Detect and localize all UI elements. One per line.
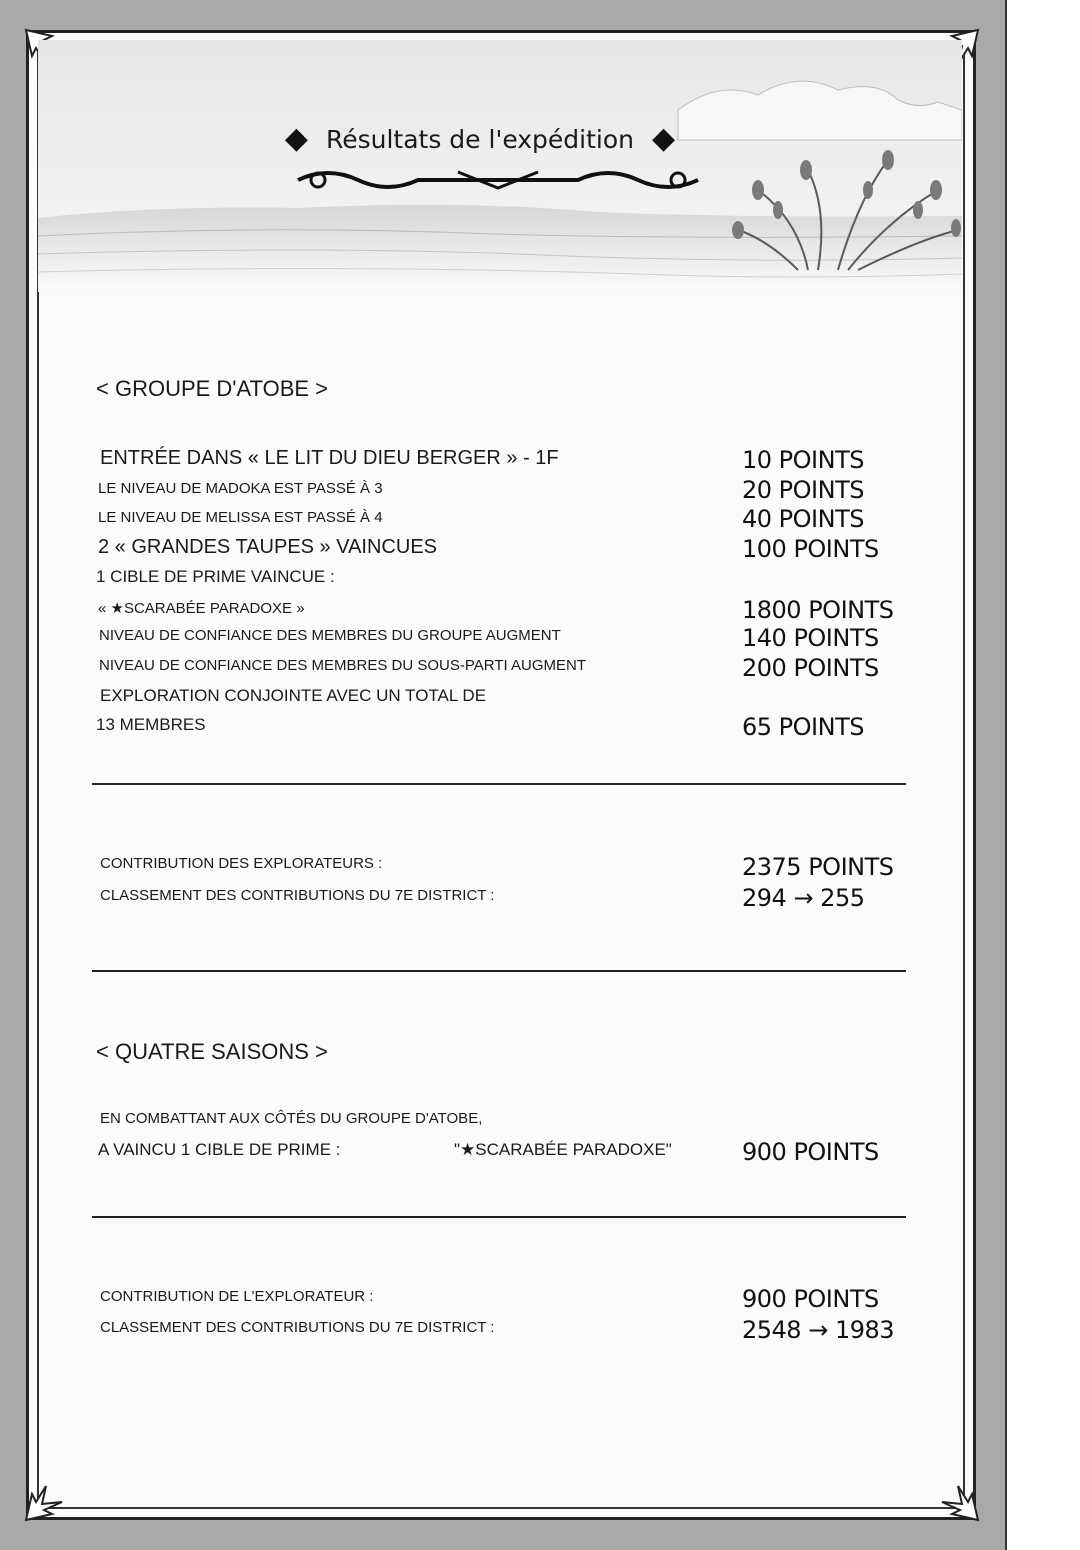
ranking-label: CLASSEMENT DES CONTRIBUTIONS DU 7E DISTRICT : xyxy=(100,1319,495,1336)
result-points: 900 POINTS xyxy=(742,1138,879,1166)
section-heading-atobe: < GROUPE D'ATOBE > xyxy=(96,376,329,401)
result-label: ENTRÉE DANS « LE LIT DU DIEU BERGER » - 1F xyxy=(100,447,559,469)
divider xyxy=(92,970,906,972)
diamond-icon: ◆ xyxy=(284,122,308,155)
result-points: 200 POINTS xyxy=(742,654,879,682)
corner-ornament-bottom-right xyxy=(926,1468,982,1524)
result-points: 100 POINTS xyxy=(742,535,879,563)
bounty-target: "★SCARABÉE PARADOXE" xyxy=(454,1140,672,1159)
result-label: 1 CIBLE DE PRIME VAINCUE : xyxy=(96,567,335,586)
ranking-value: 2548 → 1983 xyxy=(742,1316,895,1344)
page-title: Résultats de l'expédition xyxy=(325,124,635,154)
diamond-icon: ◆ xyxy=(652,122,676,155)
section-heading-seasons: < QUATRE SAISONS > xyxy=(96,1039,328,1064)
title-row xyxy=(260,116,700,162)
contribution-value: 900 POINTS xyxy=(742,1285,879,1313)
divider xyxy=(92,1216,906,1218)
result-label: LE NIVEAU DE MELISSA EST PASSÉ À 4 xyxy=(98,509,383,526)
result-label: EXPLORATION CONJOINTE AVEC UN TOTAL DE xyxy=(100,686,487,705)
result-points: 20 POINTS xyxy=(742,476,864,504)
result-label: NIVEAU DE CONFIANCE DES MEMBRES DU SOUS-PARTI AUGMENT xyxy=(99,657,587,674)
result-points: 65 POINTS xyxy=(742,713,864,741)
result-points: 10 POINTS xyxy=(742,446,864,474)
result-label: 13 MEMBRES xyxy=(96,715,206,734)
result-label: NIVEAU DE CONFIANCE DES MEMBRES DU GROUPE AUGMENT xyxy=(99,627,561,644)
result-label: « ★SCARABÉE PARADOXE » xyxy=(98,600,305,617)
result-label: 2 « GRANDES TAUPES » VAINCUES xyxy=(98,536,437,558)
result-label: A VAINCU 1 CIBLE DE PRIME : xyxy=(98,1140,341,1159)
contribution-label: CONTRIBUTION DE L'EXPLORATEUR : xyxy=(100,1288,374,1305)
contribution-value: 2375 POINTS xyxy=(742,853,894,881)
result-points: 40 POINTS xyxy=(742,505,864,533)
divider xyxy=(92,783,906,785)
page-edge xyxy=(1005,0,1080,1550)
result-points: 1800 POINTS xyxy=(742,596,894,624)
result-points: 140 POINTS xyxy=(742,624,879,652)
result-label: LE NIVEAU DE MADOKA EST PASSÉ À 3 xyxy=(98,480,383,497)
result-label: EN COMBATTANT AUX CÔTÉS DU GROUPE D'ATOBE, xyxy=(100,1110,483,1127)
contribution-label: CONTRIBUTION DES EXPLORATEURS : xyxy=(100,855,383,872)
corner-ornament-bottom-left xyxy=(22,1468,78,1524)
ranking-value: 294 → 255 xyxy=(742,884,865,912)
ranking-label: CLASSEMENT DES CONTRIBUTIONS DU 7E DISTRICT : xyxy=(100,887,495,904)
flourish-ornament xyxy=(288,160,708,200)
